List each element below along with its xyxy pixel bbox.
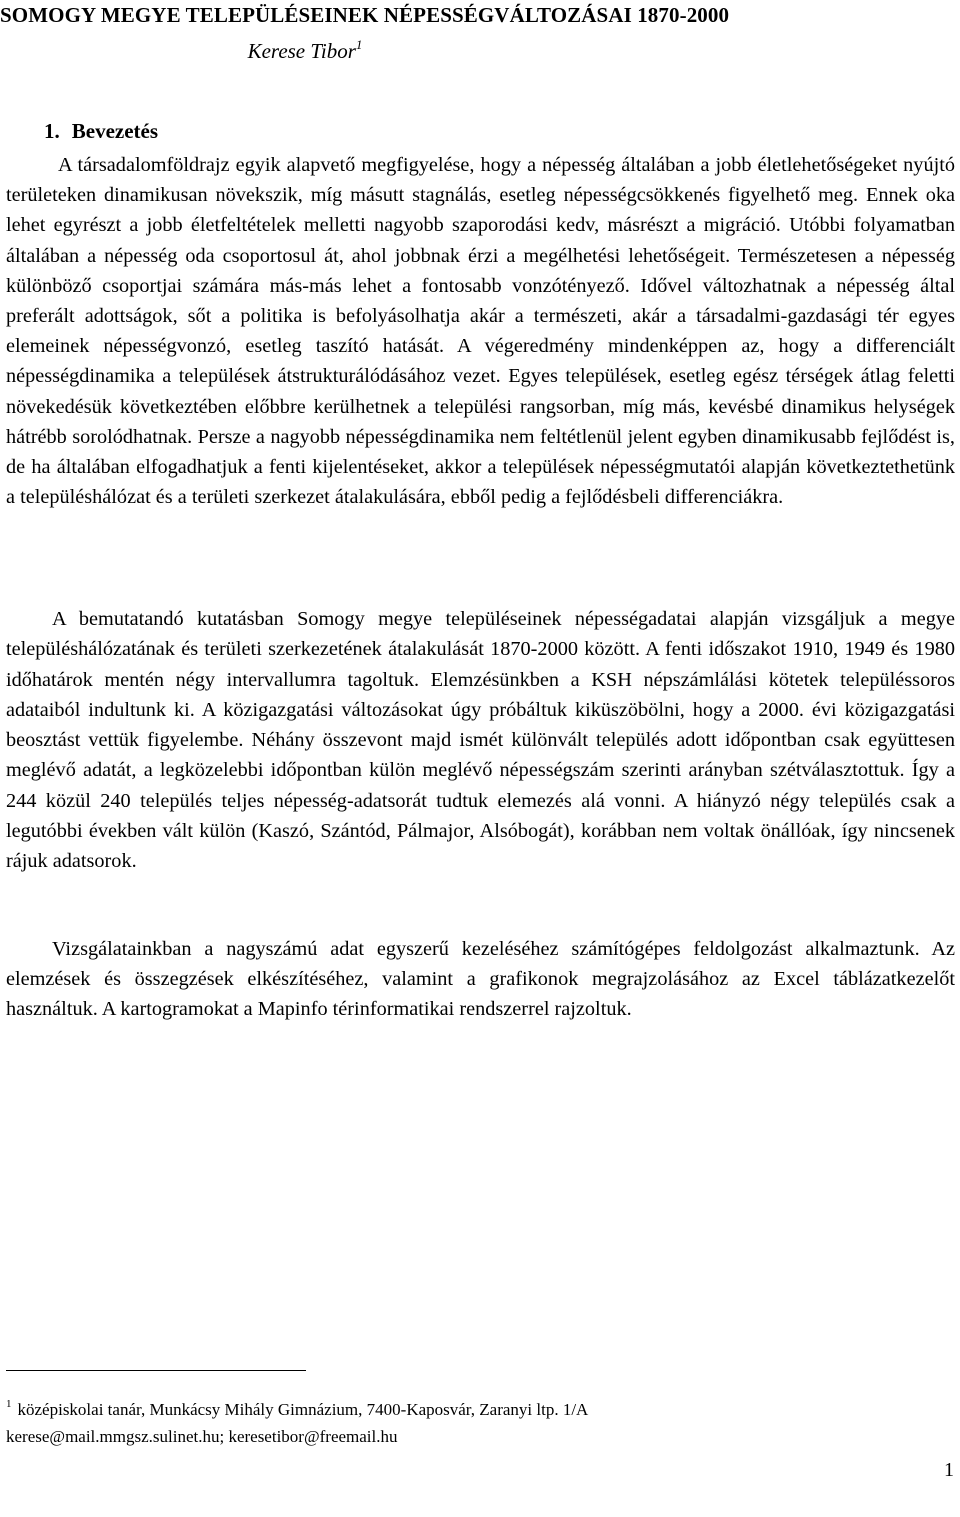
body-paragraph-3: Vizsgálatainkban a nagyszámú adat egyszerű kezeléséhez számítógépes feldolgozást alkalmaztunk. Az elemzések és összegzések elkészítéséhez, valamint a grafikonok megrajzolásához az Excel táblázatkezelőt használtuk. A kartogramokat a Mapinfo térinformatikai rendszerrel rajzoltuk. [6, 938, 955, 1021]
section-title: Bevezetés [71, 119, 159, 143]
footnote [6, 1396, 906, 1450]
section-number: 1. [44, 119, 60, 143]
footnote-separator [6, 1370, 306, 1371]
section-heading [44, 118, 158, 144]
body-paragraph-2: A bemutatandó kutatásban Somogy megye településeinek népességadatai alapján vizsgáljuk a megye településhálózatának és területi szerkezetének átalakulását 1870-2000 között. A fenti időszakot 1910, 1949 és 1980 időhatárok mentén négy intervallumra tagoltuk. Elemzésünkben a KSH népszámlálási kötetek településsoros adataiból indultunk ki. A közigazgatási változásokat úgy próbáltuk kiküszöbölni, hogy a 2000. évi közigazgatási beosztást vettük figyelembe. Néhány összevont majd ismét különvált település adott időpontban csak együttesen meglévő adatát, a legközelebbi időpontban külön meglévő népességszám szerinti arányban szétválasztottuk. Így a 244 közül 240 település teljes népesség-adatsorát tudtuk elemezés alá vonni. A hiányzó négy település csak a legutóbbi években vált külön (Kaszó, Szántód, Pálmajor, Alsóbogát), korábban nem voltak önállóak, így nincsenek rájuk adatsorok. [6, 608, 955, 873]
author-name: Kerese Tibor [247, 39, 356, 63]
body-paragraph-1: A társadalomföldrajz egyik alapvető megfigyelése, hogy a népesség általában a jobb életlehetőségeket nyújtó területeken dinamikusan növekszik, míg másutt stagnálás, esetleg népességcsökkenés figyelhető meg. Ennek oka lehet egyrészt a jobb életfeltételek melletti nagyobb szaporodási kedv, másrészt a migráció. Utóbbi folyamatban általában a népesség oda csoportosul át, ahol jobbnak érzi a megélhetési lehetőségeit. Természetesen a népesség különböző csoportjai számára más-más lehet a fontosabb vonzótényező. Idővel változhatnak a népesség által preferált adottságok, sőt a politika is befolyásolhatja akár a természeti, akár a társadalmi-gazdasági tér egyes elemeinek népességvonzó, esetleg taszító hatását. A végeredmény mindenképpen az, hogy a differenciált népességdinamika a települések átstrukturálódásához vezet. Egyes települések, esetleg egész térségek átlag feletti növekedésük következtében előbbre kerülhetnek a települési rangsorban, míg más, kevésbé dinamikus helységek hátrébb sorolódhatnak. Persze a nagyobb népességdinamika nem feltétlenül jelent egyben dinamikusabb fejlődést is, de ha általában elfogadhatjuk a fenti kijelentéseket, akkor a települések népességmutatói alapján következtethetünk a településhálózat és a területi szerkezet átalakulására, ebből pedig a fejlődésbeli differenciákra. [6, 154, 955, 509]
document-title: SOMOGY MEGYE TELEPÜLÉSEINEK NÉPESSÉGVÁLTOZÁSAI 1870-2000 [0, 3, 730, 27]
footnote-affiliation: középiskolai tanár, Munkácsy Mihály Gimnázium, 7400-Kaposvár, Zaranyi ltp. 1/A [17, 1400, 589, 1419]
author-footnote-mark[interactable]: 1 [355, 37, 363, 52]
page-number: 1 [944, 1459, 954, 1481]
footnote-emails[interactable]: kerese@mail.mmgsz.sulinet.hu; keresetibor@freemail.hu [6, 1427, 398, 1446]
author-line [0, 38, 610, 64]
footnote-line-1 [6, 1396, 906, 1423]
footnote-mark: 1 [6, 1398, 12, 1410]
